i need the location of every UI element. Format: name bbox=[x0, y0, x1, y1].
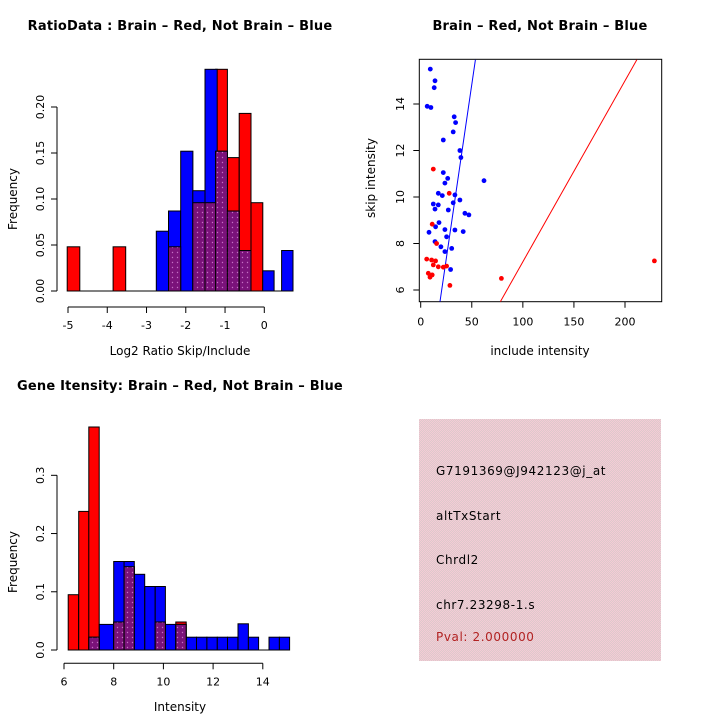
scatter-point-red bbox=[431, 263, 436, 268]
histogram-bar-blue bbox=[207, 637, 217, 650]
scatter-point-blue bbox=[458, 148, 463, 153]
histogram-bar-red bbox=[68, 595, 78, 650]
scatter-point-blue bbox=[440, 193, 445, 198]
scatter-point-blue bbox=[445, 176, 450, 181]
histogram-bar-blue bbox=[269, 637, 279, 650]
histogram-bar-blue bbox=[263, 271, 274, 291]
scatter-point-blue bbox=[443, 181, 448, 186]
x-tick-label: -2 bbox=[180, 319, 192, 332]
scatter-point-red bbox=[447, 191, 452, 196]
scatter-point-blue bbox=[436, 191, 441, 196]
scatter-point-blue bbox=[428, 67, 433, 72]
scatter-point-blue bbox=[441, 170, 446, 175]
scatter-point-blue bbox=[443, 227, 448, 232]
plot-box bbox=[419, 59, 661, 301]
x-tick-label: 12 bbox=[206, 675, 221, 689]
histogram-bar-blue bbox=[165, 624, 175, 650]
info-box bbox=[419, 419, 661, 661]
gene-hist-xlabel: Intensity bbox=[153, 700, 207, 714]
y-tick-label: 0.15 bbox=[34, 140, 47, 166]
histogram-bar-blue bbox=[248, 637, 258, 650]
scatter-point-red bbox=[652, 259, 657, 264]
y-tick-label: 0.20 bbox=[34, 94, 47, 120]
gene-name-text: Chrdl2 bbox=[436, 553, 479, 567]
red-fit-line bbox=[500, 60, 636, 302]
histogram-bar-blue bbox=[145, 587, 155, 651]
scatter-point-blue bbox=[452, 114, 457, 119]
panel-gene-histogram bbox=[0, 360, 360, 720]
y-tick-label: 12 bbox=[394, 143, 407, 158]
scatter-point-red bbox=[431, 167, 436, 172]
x-tick-label: 0 bbox=[417, 315, 425, 329]
panel-ratio-histogram bbox=[0, 0, 360, 360]
scatter-point-blue bbox=[446, 208, 451, 213]
x-tick-label: -1 bbox=[219, 319, 231, 332]
scatter-point-blue bbox=[449, 246, 454, 251]
histogram-bar-blue bbox=[228, 637, 238, 650]
y-tick-label: 0.1 bbox=[34, 583, 47, 601]
x-tick-label: 6 bbox=[60, 675, 68, 689]
scatter-ylabel: skip intensity bbox=[364, 138, 378, 218]
histogram-bar-red bbox=[89, 427, 99, 650]
x-tick-label: -5 bbox=[62, 319, 74, 332]
scatter-point-blue bbox=[433, 78, 438, 83]
scatter-point-blue bbox=[429, 105, 434, 110]
scatter-point-blue bbox=[451, 200, 456, 205]
ratio-hist-ylabel: Frequency bbox=[6, 168, 20, 230]
histogram-bar-red bbox=[113, 247, 126, 291]
scatter-point-blue bbox=[427, 230, 432, 235]
scatter-point-blue bbox=[467, 213, 472, 218]
histogram-bar-red bbox=[79, 511, 89, 650]
scatter-point-red bbox=[436, 264, 441, 269]
panel-info bbox=[360, 360, 720, 720]
scatter-point-blue bbox=[432, 85, 437, 90]
x-tick-label: 50 bbox=[464, 315, 479, 329]
histogram-bar-purple bbox=[227, 211, 239, 291]
probe-id-text: G7191369@J942123@j_at bbox=[436, 464, 607, 478]
x-tick-label: 0 bbox=[260, 319, 268, 332]
y-tick-label: 0.00 bbox=[34, 278, 47, 304]
histogram-bar-blue bbox=[282, 251, 293, 292]
scatter-point-red bbox=[448, 283, 453, 288]
histogram-bar-blue bbox=[156, 231, 168, 291]
y-tick-label: 0.05 bbox=[34, 232, 47, 258]
scatter-point-blue bbox=[448, 267, 453, 272]
scatter-point-blue bbox=[461, 229, 466, 234]
histogram-bar-blue bbox=[279, 637, 289, 650]
histogram-bar-blue bbox=[181, 151, 193, 291]
histogram-bar-purple bbox=[89, 637, 99, 650]
scatter-point-red bbox=[433, 259, 438, 264]
scatter-point-blue bbox=[436, 203, 441, 208]
scatter-point-blue bbox=[439, 244, 444, 249]
ratio-hist-xlabel: Log2 Ratio Skip/Include bbox=[109, 344, 251, 358]
gene-hist-title: Gene Itensity: Brain – Red, Not Brain – Blue bbox=[17, 379, 343, 394]
location-text: chr7.23298-1.s bbox=[436, 598, 536, 612]
histogram-bar-purple bbox=[239, 251, 251, 292]
x-tick-label: -3 bbox=[141, 319, 153, 332]
scatter-point-red bbox=[424, 257, 429, 262]
x-tick-label: 200 bbox=[614, 315, 636, 329]
pval-text: Pval: 2.000000 bbox=[436, 630, 535, 644]
scatter-point-blue bbox=[459, 155, 464, 160]
scatter-title: Brain – Red, Not Brain – Blue bbox=[432, 19, 648, 34]
scatter-plot-area bbox=[360, 0, 720, 360]
scatter-point-blue bbox=[444, 234, 449, 239]
y-tick-label: 10 bbox=[394, 190, 407, 204]
scatter-point-blue bbox=[453, 228, 458, 233]
histogram-bar-blue bbox=[197, 637, 207, 650]
scatter-point-blue bbox=[441, 138, 446, 143]
scatter-point-blue bbox=[437, 220, 442, 225]
histogram-bar-blue bbox=[186, 637, 196, 650]
ratio-hist-plot-area bbox=[0, 0, 360, 360]
y-tick-label: 6 bbox=[394, 286, 407, 294]
histogram-bar-red bbox=[251, 203, 263, 291]
scatter-point-red bbox=[434, 241, 439, 246]
histogram-bar-purple bbox=[193, 203, 205, 291]
scatter-point-blue bbox=[458, 198, 463, 203]
x-tick-label: -4 bbox=[101, 319, 113, 332]
histogram-bar-blue bbox=[99, 624, 113, 650]
gene-hist-ylabel: Frequency bbox=[6, 531, 20, 593]
scatter-point-red bbox=[430, 222, 435, 227]
gene-hist-plot-area bbox=[0, 360, 360, 720]
scatter-point-blue bbox=[453, 120, 458, 125]
histogram-bar-purple bbox=[155, 622, 165, 650]
scatter-point-blue bbox=[482, 178, 487, 183]
histogram-bar-red bbox=[67, 247, 80, 291]
x-tick-label: 8 bbox=[110, 675, 118, 689]
event-type-text: altTxStart bbox=[436, 509, 502, 523]
y-tick-label: 0.2 bbox=[34, 524, 47, 543]
histogram-bar-purple bbox=[176, 624, 186, 650]
scatter-point-blue bbox=[451, 130, 456, 135]
y-tick-label: 0.0 bbox=[34, 641, 47, 659]
ratio-hist-title: RatioData : Brain – Red, Not Brain – Blue bbox=[27, 19, 333, 34]
histogram-bar-purple bbox=[114, 622, 124, 650]
y-tick-label: 8 bbox=[394, 240, 407, 247]
y-tick-label: 0.10 bbox=[34, 186, 47, 212]
histogram-bar-purple bbox=[124, 567, 134, 650]
scatter-point-blue bbox=[431, 202, 436, 207]
scatter-point-red bbox=[444, 264, 449, 269]
panel-intensity-scatter bbox=[360, 0, 720, 360]
scatter-point-red bbox=[429, 258, 434, 263]
histogram-bar-blue bbox=[134, 574, 144, 650]
histogram-bar-purple bbox=[169, 247, 181, 291]
histogram-bar-blue bbox=[238, 624, 248, 650]
histogram-bar-blue bbox=[217, 637, 227, 650]
scatter-point-blue bbox=[453, 193, 458, 198]
scatter-point-red bbox=[428, 275, 433, 280]
y-tick-label: 0.3 bbox=[34, 466, 47, 485]
y-tick-label: 14 bbox=[394, 97, 407, 111]
histogram-bar-purple bbox=[216, 151, 228, 291]
scatter-xlabel: include intensity bbox=[490, 344, 590, 358]
scatter-point-blue bbox=[443, 249, 448, 254]
scatter-point-red bbox=[499, 276, 504, 281]
x-tick-label: 10 bbox=[156, 675, 171, 689]
scatter-point-blue bbox=[433, 207, 438, 212]
x-tick-label: 14 bbox=[255, 675, 270, 689]
x-tick-label: 150 bbox=[563, 315, 585, 329]
x-tick-label: 100 bbox=[512, 315, 534, 329]
